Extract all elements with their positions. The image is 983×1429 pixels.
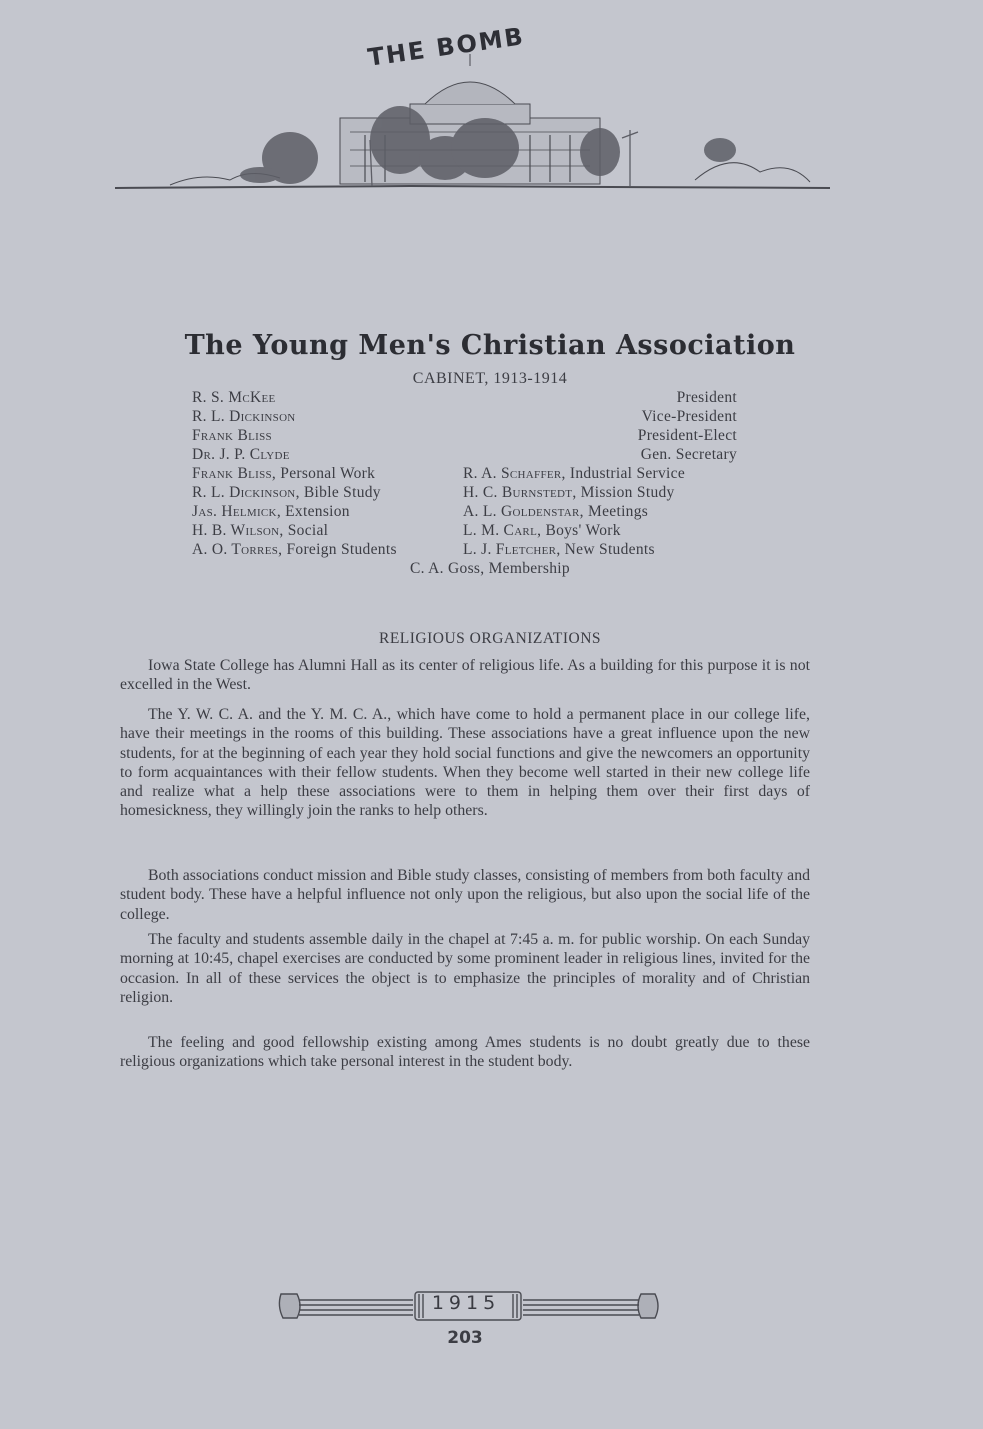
- committee-member-membership: C. A. Goss, Membership: [410, 560, 570, 577]
- ymca-heading: The Young Men's Christian Association: [184, 330, 796, 361]
- committee-member: R. L. Dickinson, Bible Study: [192, 484, 381, 501]
- officer-name: Dr. J. P. Clyde: [192, 446, 290, 463]
- officer-office: President: [676, 389, 737, 406]
- committee-member: H. B. Wilson, Social: [192, 522, 329, 539]
- cabinet-subtitle: CABINET, 1913-1914: [412, 370, 568, 387]
- committee-member: R. A. Schaffer, Industrial Service: [463, 465, 686, 482]
- page-number: 203: [447, 1328, 483, 1348]
- body-paragraph: Iowa State College has Alumni Hall as its center of religious life. As a building for this purpose it is not excelled in the West.: [120, 657, 810, 694]
- committee-member: A. O. Torres, Foreign Students: [192, 541, 397, 558]
- committee-member: A. L. Goldenstar, Meetings: [463, 503, 649, 520]
- officer-office: Gen. Secretary: [640, 446, 737, 463]
- body-paragraph: The Y. W. C. A. and the Y. M. C. A., which have come to hold a permanent place in our college life, have their meetings in the rooms of this building. These associations have a great influence upon the new students, for at the beginning of each year they hold social functions and give the newcomers an opportunity to form acquaintances with their fellow students. When they become well started in their new college life and realize what a help these associations were to them in helping them over their first days of homesickness, they willingly join the ranks to help others.: [120, 706, 810, 820]
- committee-member: L. J. Fletcher, New Students: [463, 541, 655, 558]
- committee-member: H. C. Burnstedt, Mission Study: [463, 484, 675, 501]
- committee-member: L. M. Carl, Boys' Work: [463, 522, 621, 539]
- committee-member: Frank Bliss, Personal Work: [192, 465, 376, 482]
- officer-name: R. L. Dickinson: [192, 408, 296, 425]
- body-paragraph: Both associations conduct mission and Bible study classes, consisting of members from both faculty and student body. These have a helpful influence not only upon the religious, but also upon the social life of the college.: [120, 867, 810, 923]
- officer-office: President-Elect: [637, 427, 737, 444]
- officer-name: R. S. McKee: [192, 389, 276, 406]
- officer-office: Vice-President: [641, 408, 737, 425]
- footer-year: 1915: [431, 1292, 501, 1314]
- book-title: THE BOMB: [366, 22, 527, 72]
- body-paragraph: The feeling and good fellowship existing among Ames students is no doubt greatly due to these religious organizations which take personal interest in the student body.: [120, 1034, 810, 1071]
- committee-member: Jas. Helmick, Extension: [192, 503, 350, 520]
- campus-building-illustration: [110, 40, 830, 200]
- officer-name: Frank Bliss: [192, 427, 272, 444]
- body-paragraph: The faculty and students assemble daily in the chapel at 7:45 a. m. for public worship. On each Sunday morning at 10:45, chapel exercises are conducted by some prominent leader in religious lines, invited for the occasion. In all of these services the object is to emphasize the principles of morality and of Christian religion.: [120, 931, 810, 1006]
- section-title: RELIGIOUS ORGANIZATIONS: [378, 630, 602, 647]
